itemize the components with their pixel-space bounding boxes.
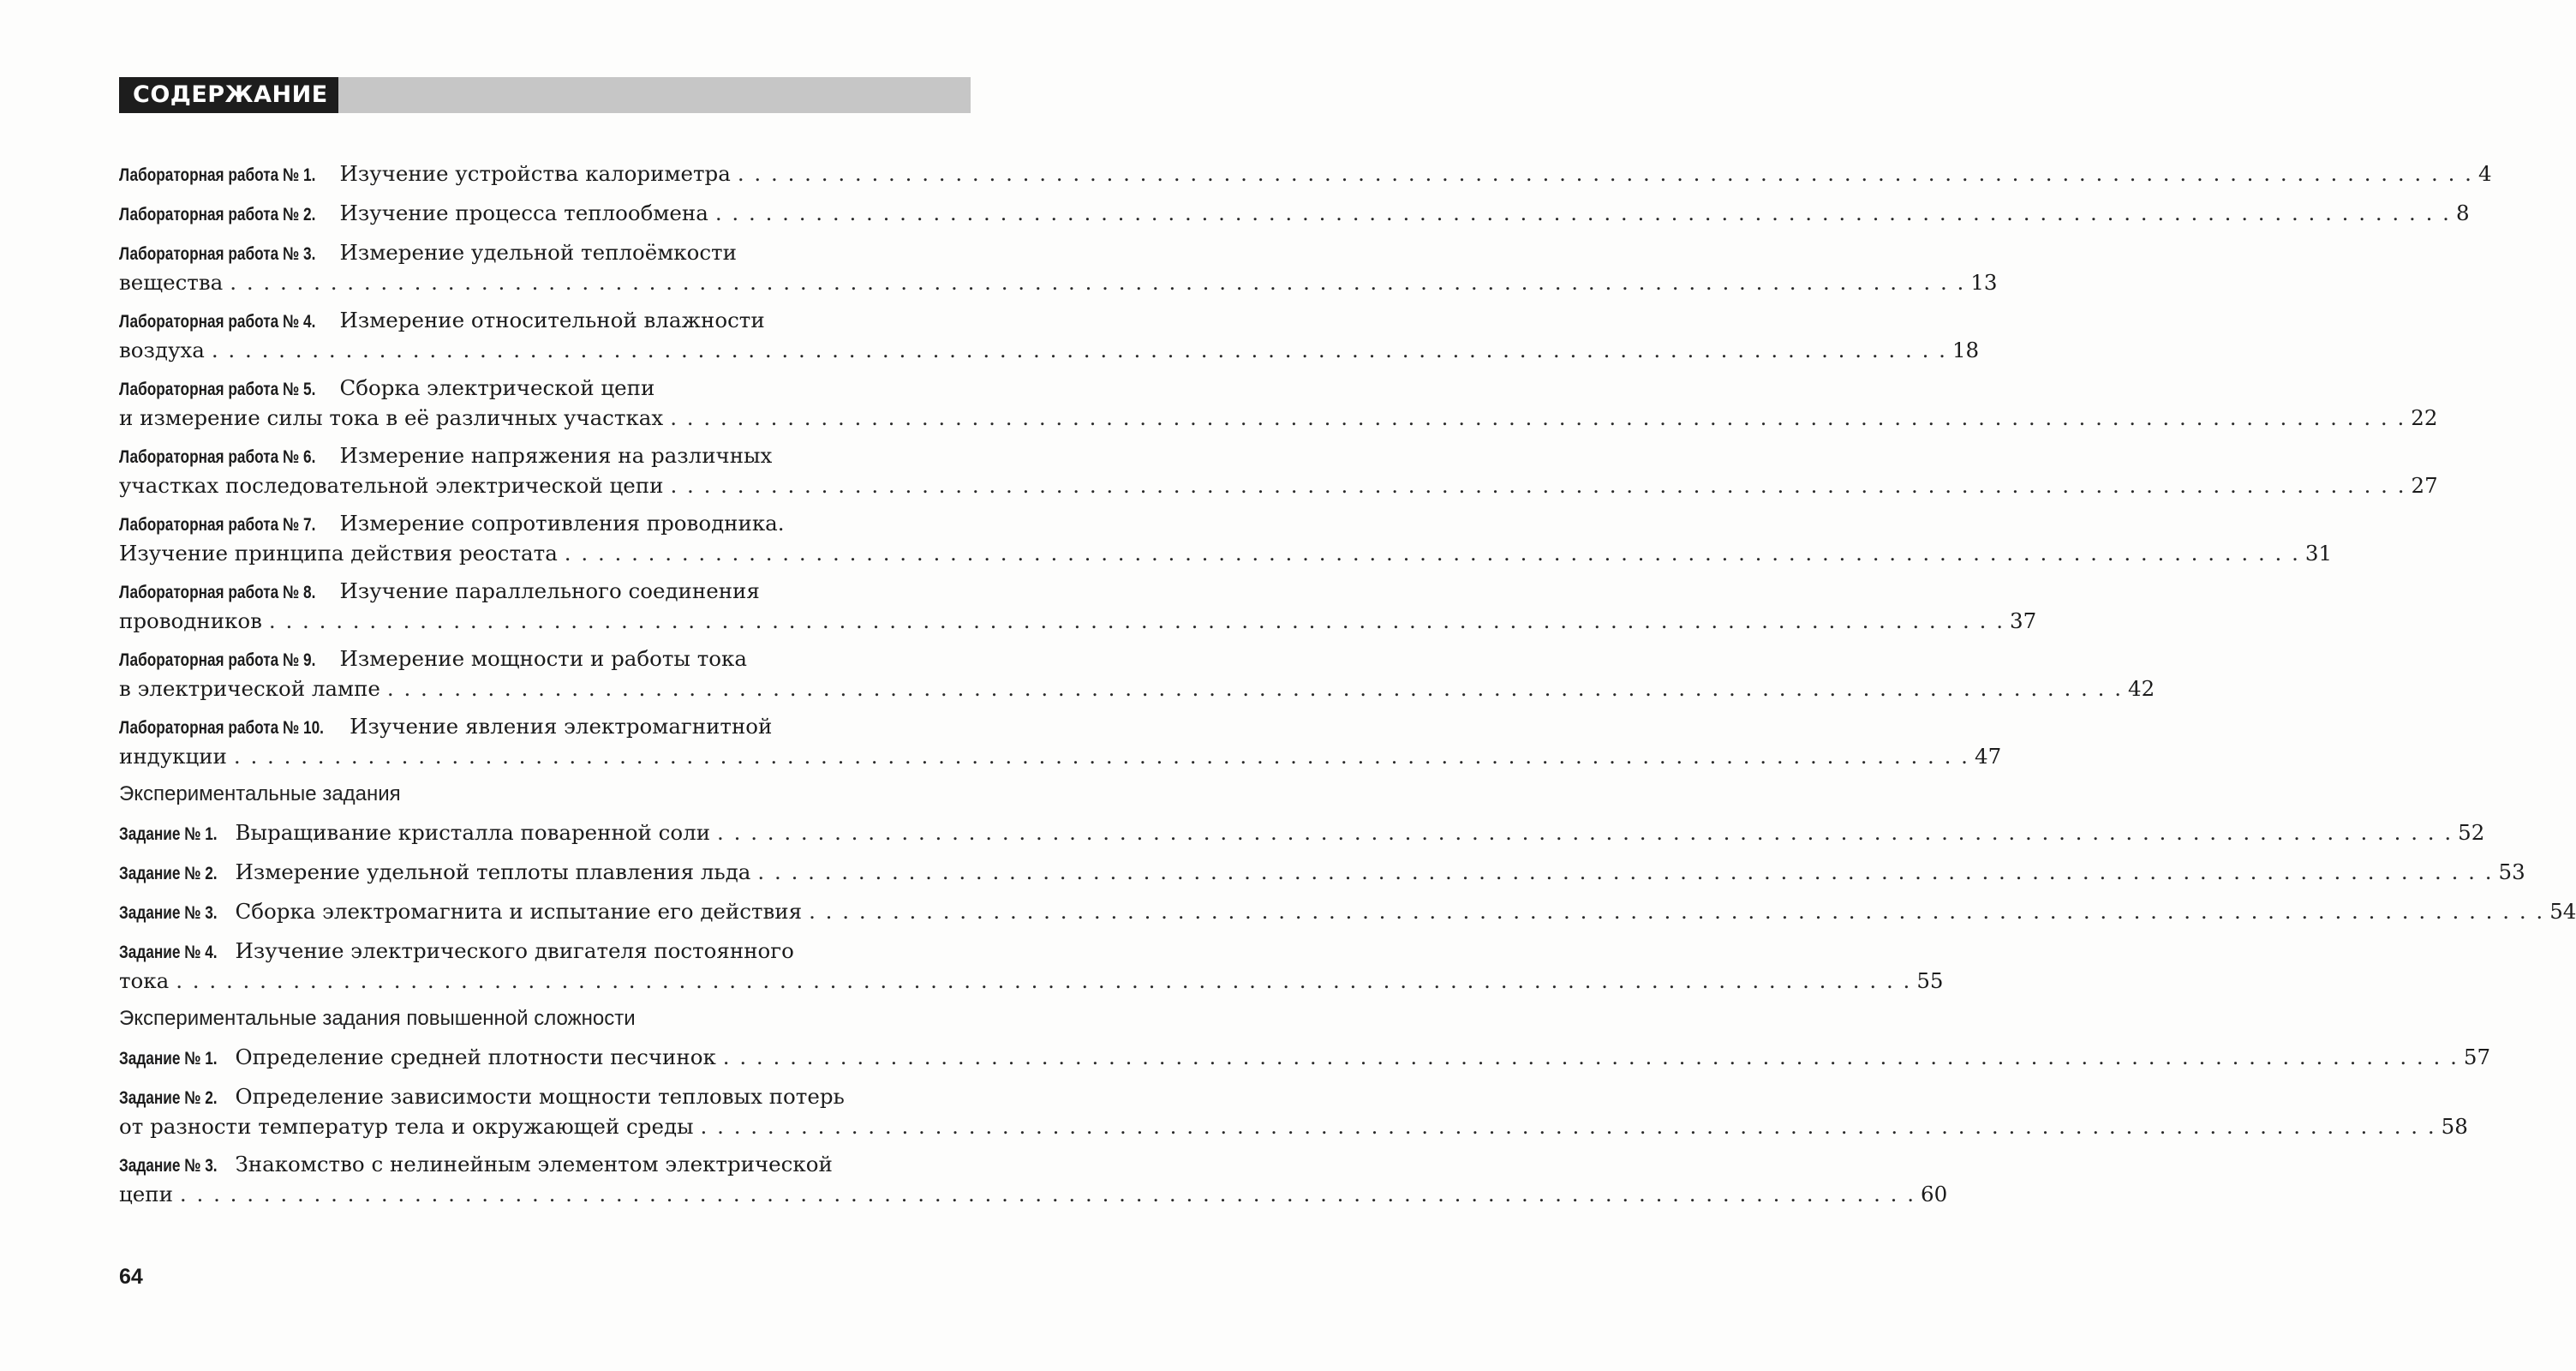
toc-entry[interactable] (119, 644, 2155, 703)
toc-entry-text-wrap (119, 375, 654, 400)
toc-entry-title: Изучение принципа действия реостата (119, 541, 558, 566)
toc-page-number: 42 (2128, 676, 2155, 701)
dot-leader (715, 201, 2451, 225)
dot-leader (717, 820, 2453, 845)
toc-entry-text-wrap (119, 578, 760, 603)
toc-entry-label: Задание № 2. (119, 864, 218, 883)
toc-entry-line (119, 712, 971, 742)
experimental-heading: Экспериментальные задания (119, 782, 401, 805)
toc-entry-line (119, 199, 2470, 229)
toc-page-number: 31 (2304, 541, 2333, 566)
toc-entry-label: Лабораторная работа № 5. (119, 380, 316, 399)
toc-entry-label: Задание № 3. (119, 1156, 218, 1176)
table-of-contents (119, 159, 2576, 1218)
toc-entry[interactable] (119, 818, 2485, 848)
toc-entry-title: Измерение сопротивления проводника. (339, 511, 785, 536)
toc-entry[interactable] (119, 1082, 2468, 1141)
toc-entry-title: Определение средней плотности песчинок (235, 1045, 716, 1069)
toc-entry-text-wrap (119, 938, 794, 963)
toc-page-number: 52 (2458, 820, 2485, 845)
toc-entry-line (119, 268, 1998, 296)
toc-entry[interactable] (119, 937, 1944, 995)
toc-entry-line (119, 937, 971, 967)
toc-entry-text-wrap (119, 899, 802, 924)
toc-entry-text-wrap (119, 1114, 694, 1139)
toc-entry[interactable] (119, 441, 2438, 500)
toc-entry-line (119, 674, 2155, 703)
toc-entry-line (119, 577, 971, 607)
toc-entry-text-wrap (119, 646, 747, 671)
toc-entry-text-wrap (119, 473, 663, 498)
toc-entry-line (119, 336, 1980, 364)
toc-entry-title: Измерение мощности и работы тока (339, 646, 747, 671)
toc-entry-title: Сборка электрической цепи (339, 375, 655, 400)
dot-leader (387, 676, 2123, 701)
toc-entry-title: Изучение устройства калориметра (339, 161, 731, 186)
toc-page-number: 54 (2549, 899, 2576, 924)
labs-list (119, 159, 2492, 770)
toc-entry-label: Задание № 1. (119, 1049, 218, 1069)
toc-entry-title: Изучение электрического двигателя постоянного (235, 938, 794, 963)
toc-entry-title: тока (119, 968, 170, 993)
toc-page-number: 60 (1921, 1182, 1948, 1206)
toc-entry-text-wrap (119, 308, 765, 332)
toc-entry-title: Сборка электромагнита и испытание его действия (235, 899, 803, 924)
toc-entry[interactable] (119, 374, 2438, 432)
dot-leader (180, 1182, 1916, 1206)
toc-entry-label: Задание № 1. (119, 824, 218, 844)
toc-entry-text-wrap (119, 744, 227, 769)
toc-entry-label: Лабораторная работа № 8. (119, 583, 316, 602)
toc-entry[interactable] (119, 199, 2470, 229)
toc-entry-text-wrap (119, 1152, 833, 1176)
toc-entry-text-wrap (119, 511, 785, 536)
toc-page-number: 37 (2010, 608, 2037, 633)
toc-entry-line (119, 607, 2037, 635)
dot-leader (757, 859, 2493, 884)
toc-entry-line (119, 441, 971, 471)
dot-leader (738, 161, 2473, 186)
dot-leader (670, 473, 2406, 498)
toc-entry-title: Знакомство с нелинейным элементом электрической (235, 1152, 833, 1176)
toc-entry-label: Лабораторная работа № 10. (119, 718, 324, 738)
dot-leader (565, 541, 2300, 566)
dot-leader (701, 1114, 2436, 1139)
toc-entry[interactable] (119, 897, 2576, 927)
toc-page-number: 4 (2477, 161, 2492, 186)
toc-entry-label: Лабораторная работа № 9. (119, 650, 316, 670)
toc-entry-title: Измерение относительной влажности (339, 308, 765, 332)
toc-entry-text-wrap (119, 405, 663, 430)
toc-entry-line (119, 539, 2333, 567)
toc-entry-title: Изучение параллельного соединения (339, 578, 760, 603)
toc-page-number: 13 (1970, 270, 1998, 295)
toc-entry-label: Лабораторная работа № 1. (119, 165, 316, 185)
toc-entry-title: Выращивание кристалла поваренной соли (235, 820, 711, 845)
toc-entry-line (119, 1180, 1948, 1208)
toc-entry-line (119, 967, 1944, 995)
toc-entry-text-wrap (119, 608, 262, 633)
toc-page-number: 8 (2455, 201, 2470, 225)
toc-entry-line (119, 374, 971, 404)
toc-entry-line (119, 644, 971, 674)
header-bar (119, 77, 971, 113)
toc-entry-label: Лабораторная работа № 6. (119, 447, 316, 467)
dot-leader (212, 338, 1947, 362)
toc-entry-line (119, 818, 2485, 848)
toc-entry[interactable] (119, 858, 2525, 888)
toc-entry-line (119, 509, 971, 539)
toc-entry-line (119, 238, 971, 268)
toc-entry-title: от разности температур тела и окружающей среды (119, 1114, 694, 1139)
toc-entry-line (119, 404, 2438, 432)
toc-entry[interactable] (119, 159, 2492, 189)
toc-entry-line (119, 858, 2525, 888)
toc-entry-title: Измерение удельной теплоёмкости (339, 240, 737, 265)
toc-entry-line (119, 1082, 971, 1112)
toc-entry-title: проводников (119, 608, 262, 633)
toc-entry-line (119, 471, 2438, 500)
toc-entry-text-wrap (119, 338, 205, 362)
toc-entry-label: Задание № 3. (119, 903, 218, 923)
toc-entry-line (119, 742, 2002, 770)
toc-entry[interactable] (119, 1150, 1948, 1208)
toc-entry-title: индукции (119, 744, 227, 769)
dot-leader (723, 1045, 2459, 1069)
toc-page-number: 27 (2411, 473, 2438, 498)
toc-entry[interactable] (119, 238, 1998, 296)
toc-entry-text-wrap (119, 820, 710, 845)
dot-leader (230, 270, 1965, 295)
toc-entry-label: Задание № 2. (119, 1088, 218, 1108)
toc-entry-line (119, 897, 2576, 927)
toc-entry-text-wrap (119, 859, 750, 884)
toc-entry[interactable] (119, 306, 1980, 364)
toc-page-number: 47 (1974, 744, 2002, 769)
toc-entry-title: и измерение силы тока в её различных участках (119, 405, 664, 430)
toc-entry-title: цепи (119, 1182, 173, 1206)
dot-leader (234, 744, 1969, 769)
toc-entry-label: Задание № 4. (119, 943, 218, 962)
toc-entry-text-wrap (119, 541, 558, 566)
toc-entry-text-wrap (119, 676, 380, 701)
toc-entry-text-wrap (119, 201, 708, 225)
toc-entry[interactable] (119, 712, 2002, 770)
toc-page-number: 53 (2498, 859, 2525, 884)
toc-page-number: 57 (2463, 1045, 2491, 1069)
advanced-heading: Экспериментальные задания повышенной сложности (119, 1007, 636, 1030)
toc-page-number: 55 (1916, 968, 1944, 993)
toc-entry-line (119, 1043, 2491, 1073)
toc-entry-label: Лабораторная работа № 2. (119, 205, 316, 225)
experimental-list (119, 818, 2576, 995)
dot-leader (809, 899, 2544, 924)
toc-entry-title: Изучение явления электромагнитной (350, 714, 773, 739)
toc-entry-line (119, 306, 971, 336)
dot-leader (176, 968, 1911, 993)
toc-entry-text-wrap (119, 443, 772, 468)
toc-entry-text-wrap (119, 270, 223, 295)
toc-entry-text-wrap (119, 1045, 716, 1069)
toc-page-number: 22 (2411, 405, 2438, 430)
toc-entry-title: воздуха (119, 338, 205, 362)
toc-entry-line (119, 1112, 2468, 1141)
toc-entry-title: Измерение удельной теплоты плавления льда (235, 859, 751, 884)
toc-entry-label: Лабораторная работа № 3. (119, 244, 316, 264)
toc-entry-line (119, 159, 2492, 189)
toc-entry-title: Изучение процесса теплообмена (339, 201, 708, 225)
dot-leader (670, 405, 2406, 430)
dot-leader (269, 608, 2005, 633)
toc-page-number: 18 (1951, 338, 1980, 362)
page-number: 64 (119, 1265, 143, 1289)
toc-entry[interactable] (119, 577, 2037, 635)
toc-entry-title: участках последовательной электрической цепи (119, 473, 664, 498)
toc-entry-title: Определение зависимости мощности тепловых потерь (235, 1084, 845, 1109)
toc-entry-text-wrap (119, 1182, 173, 1206)
toc-entry-text-wrap (119, 714, 772, 739)
toc-entry-text-wrap (119, 161, 731, 186)
toc-entry-title: Измерение напряжения на различных (339, 443, 773, 468)
toc-entry-title: вещества (119, 270, 224, 295)
toc-entry-text-wrap (119, 1084, 845, 1109)
toc-entry-line (119, 1150, 971, 1180)
toc-entry-title: в электрической лампе (119, 676, 380, 701)
advanced-list (119, 1043, 2491, 1208)
toc-page-number: 58 (2441, 1114, 2468, 1139)
toc-entry-label: Лабораторная работа № 4. (119, 312, 316, 332)
toc-entry-text-wrap (119, 968, 169, 993)
toc-entry[interactable] (119, 1043, 2491, 1073)
page-title: СОДЕРЖАНИЕ (119, 77, 338, 113)
toc-entry-text-wrap (119, 240, 737, 265)
toc-entry[interactable] (119, 509, 2333, 567)
toc-entry-label: Лабораторная работа № 7. (119, 515, 316, 535)
